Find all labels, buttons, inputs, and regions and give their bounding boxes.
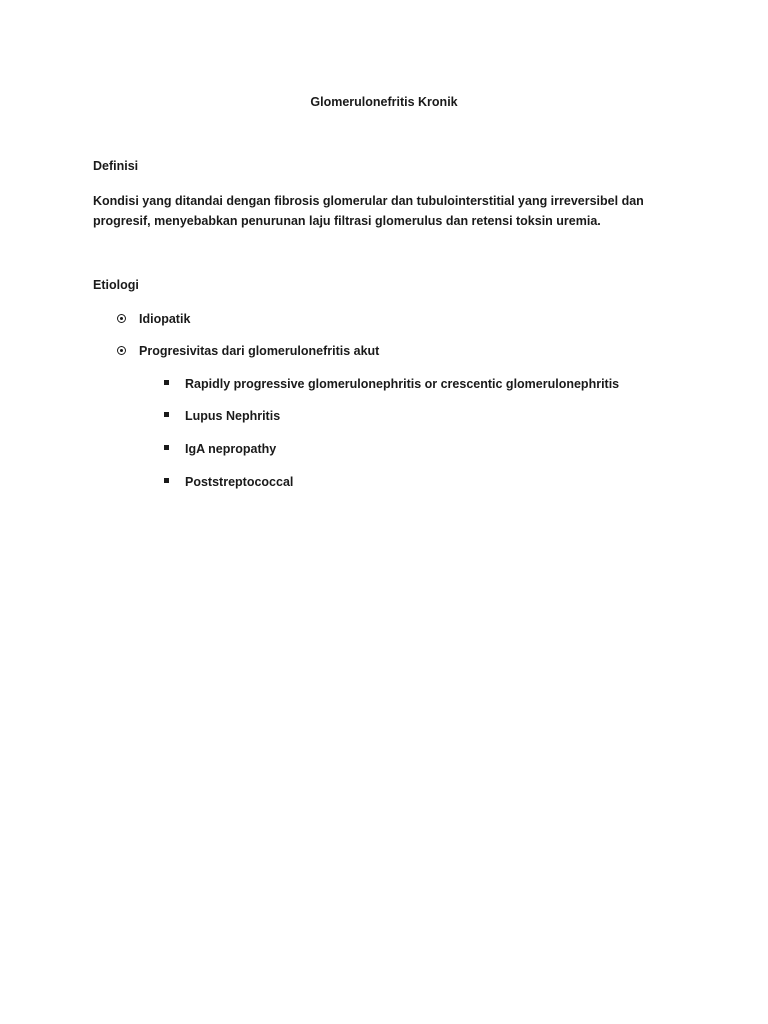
circle-dot-bullet-icon [117,314,126,323]
square-bullet-icon [164,412,169,417]
sub-list-item-iga: IgA nepropathy [185,442,277,456]
definisi-line-1: Kondisi yang ditandai dengan fibrosis glomerular dan tubulointerstitial yang irreversibel dan [93,194,644,208]
definisi-line-2: progresif, menyebabkan penurunan laju filtrasi glomerulus dan retensi toksin uremia. [93,213,601,228]
sub-list-item-lupus: Lupus Nephritis [185,409,281,423]
sub-list-item-rpgn: Rapidly progressive glomerulonephritis or crescentic glomerulonephritis [185,377,620,391]
section-heading-etiologi: Etiologi [93,278,139,292]
list-item-idiopatik: Idiopatik [139,312,191,326]
document-title: Glomerulonefritis Kronik [310,95,458,109]
square-bullet-icon [164,478,169,483]
section-heading-definisi: Definisi [93,159,139,173]
sub-list-item-poststreptococcal: Poststreptococcal [185,475,294,489]
circle-dot-bullet-icon [117,346,126,355]
square-bullet-icon [164,380,169,385]
definisi-paragraph [93,192,653,231]
list-item-progresivitas: Progresivitas dari glomerulonefritis akut [139,344,380,358]
square-bullet-icon [164,445,169,450]
